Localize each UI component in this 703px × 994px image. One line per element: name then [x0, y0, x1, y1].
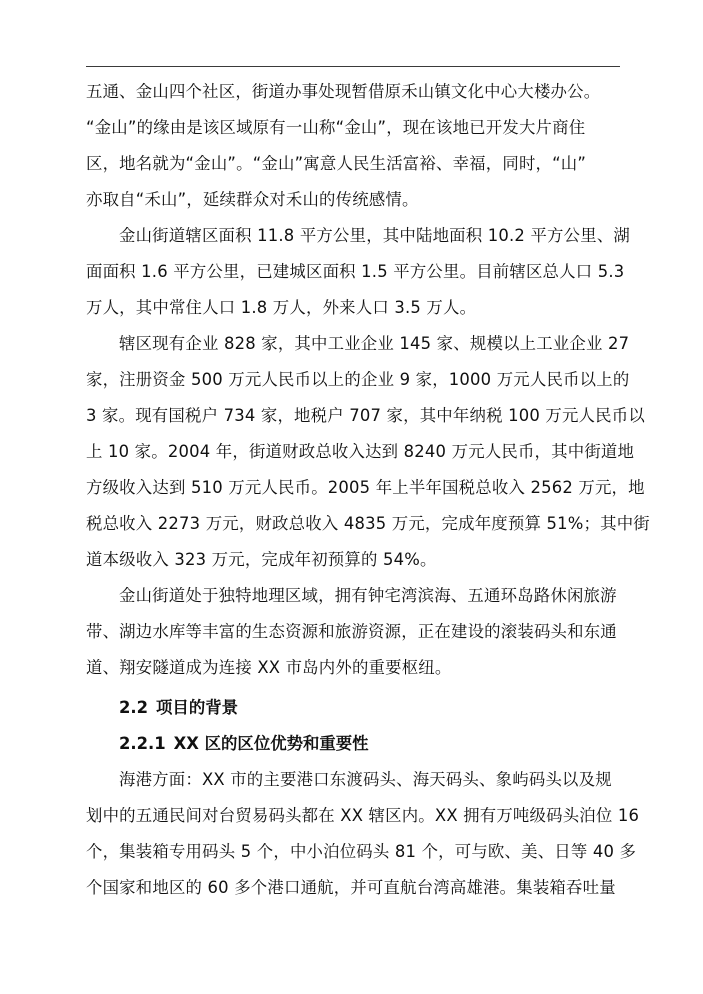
text-line: 带、湖边水库等丰富的生态资源和旅游资源，正在建设的滚装码头和东通 [86, 622, 617, 641]
text-line: 道本级收入 323 万元，完成年初预算的 54%。 [86, 550, 437, 569]
document-body [86, 74, 650, 906]
text-line: 海港方面：XX 市的主要港口东渡码头、海天码头、象屿码头以及规 [119, 770, 612, 789]
text-line: 家，注册资金 500 万元人民币以上的企业 9 家，1000 万元人民币以上的 [86, 370, 630, 389]
section-heading [86, 690, 620, 726]
text-line: 道、翔安隧道成为连接 XX 市岛内外的重要枢纽。 [86, 658, 452, 677]
text-line: 金山街道辖区面积 11.8 平方公里，其中陆地面积 10.2 平方公里、湖 [119, 226, 630, 245]
paragraph-1 [86, 74, 620, 110]
subsection-title: XX 区的区位优势和重要性 [173, 734, 369, 753]
paragraph-3 [86, 218, 630, 326]
subsection-number: 2.2.1 [119, 734, 166, 753]
text-line: 金山街道处于独特地理区域，拥有钟宅湾滨海、五通环岛路休闲旅游 [119, 586, 617, 605]
text-line: 税总收入 2273 万元，财政总收入 4835 万元，完成年度预算 51%；其中街 [86, 514, 650, 533]
text-line: 辖区现有企业 828 家，其中工业企业 145 家、规模以上工业企业 27 [119, 334, 630, 353]
paragraph-2 [86, 110, 620, 218]
text-line: 方级收入达到 510 万元人民币。2005 年上半年国税总收入 2562 万元，地 [86, 478, 645, 497]
text-line: 区，地名就为“金山”。“金山”寓意人民生活富裕、幸福，同时，“山” [86, 154, 587, 173]
section-title: 项目的背景 [156, 698, 238, 717]
text-line: 划中的五通民间对台贸易码头都在 XX 辖区内。XX 拥有万吨级码头泊位 16 [86, 806, 640, 825]
text-line: 五通、金山四个社区，街道办事处现暂借原禾山镇文化中心大楼办公。 [86, 82, 601, 101]
paragraph-6 [86, 762, 640, 906]
text-line: 3 家。现有国税户 734 家，地税户 707 家，其中年纳税 100 万元人民币以 [86, 406, 645, 425]
text-line: 上 10 家。2004 年，街道财政总收入达到 8240 万元人民币，其中街道地 [86, 442, 635, 461]
text-line: 面面积 1.6 平方公里，已建城区面积 1.5 平方公里。目前辖区总人口 5.3 [86, 262, 625, 281]
text-line: “金山”的缘由是该区域原有一山称“金山”，现在该地已开发大片商住 [86, 118, 586, 137]
paragraph-4 [86, 326, 650, 578]
section-number: 2.2 [119, 698, 149, 717]
text-line: 个国家和地区的 60 多个港口通航，并可直航台湾高雄港。集装箱吞吐量 [86, 878, 616, 897]
text-line: 万人，其中常住人口 1.8 万人，外来人口 3.5 万人。 [86, 298, 477, 317]
header-rule [86, 66, 620, 67]
subsection-heading [86, 726, 620, 762]
text-line: 个，集装箱专用码头 5 个，中小泊位码头 81 个，可与欧、美、日等 40 多 [86, 842, 637, 861]
text-line: 亦取自“禾山”，延续群众对禾山的传统感情。 [86, 190, 419, 209]
paragraph-5 [86, 578, 620, 686]
